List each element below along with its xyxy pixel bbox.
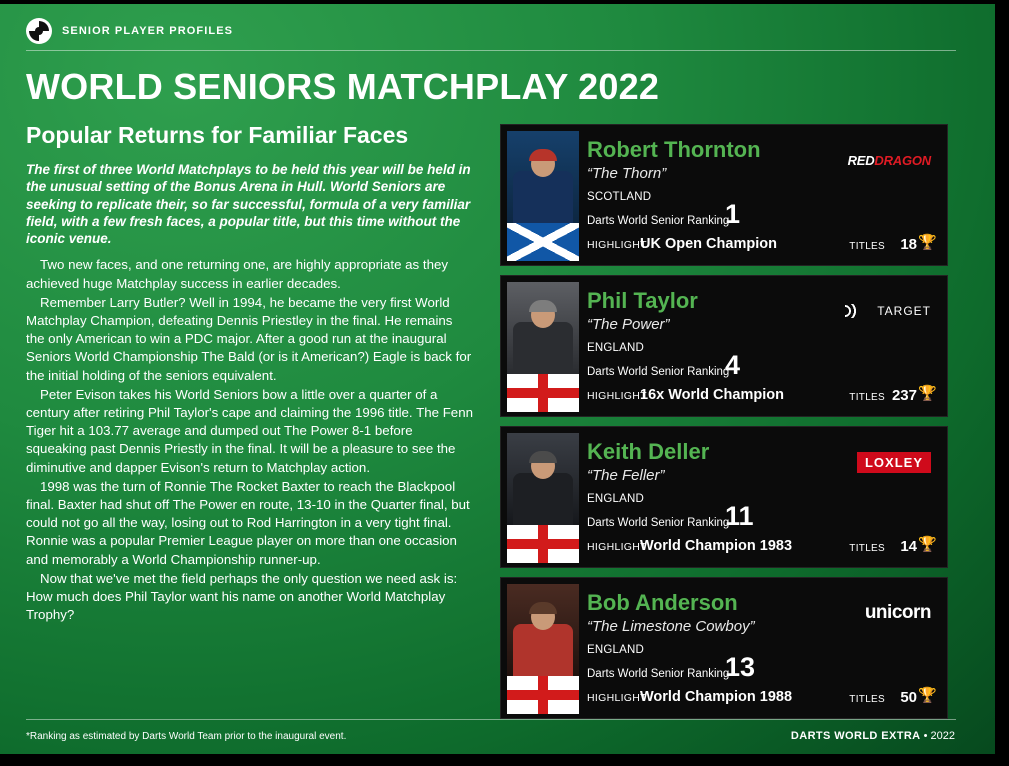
titles-label: TITLES (849, 694, 885, 705)
sponsor-logo-red-dragon: REDDRAGON (847, 152, 931, 168)
player-nickname: “The Limestone Cowboy” (587, 618, 755, 635)
header-divider (26, 50, 956, 51)
player-card[interactable] (500, 577, 948, 719)
ranking-value: 11 (725, 501, 754, 531)
article-paragraph: Peter Evison takes his World Seniors bow a little over a quarter of a century after retiring Phil Taylor's cape and claiming the 1996 title. The Fenn Tiger hit a 103.77 average and dumped out The Power 8-1 before squeaking past Dennis Priestly in the final. It will be a pleasure to see the diminutive and dapper Evison's return to Matchplay action. (26, 386, 473, 475)
sponsor-logo-unicorn (865, 600, 931, 626)
article-column (26, 122, 474, 625)
article-standfirst: The first of three World Matchplays to be held this year will be held in the unusual setting of the Bonus Arena in Hull. World Seniors are seeking to replicate their, so far successful, formula of a very familiar field, with a few fresh faces, a popular title, but this time without the iconic venue. (26, 162, 471, 247)
sponsor-name: unicorn (864, 602, 931, 623)
titles-value: 18 (900, 236, 917, 253)
footer-separator: • (923, 730, 928, 742)
england-flag (507, 374, 579, 412)
scotland-flag (507, 223, 579, 261)
sponsor-name: TARGET (877, 304, 931, 318)
highlight-label: HIGHLIGHT (587, 239, 647, 251)
dartboard-icon (26, 18, 52, 44)
player-portrait (507, 131, 579, 223)
article-paragraph: Now that we've met the field perhaps the only question we need ask is: How much does Phil Taylor want his name on another World Matchplay Trophy? (26, 570, 458, 623)
player-name: Phil Taylor (587, 288, 698, 313)
player-photo (507, 584, 579, 714)
sponsor-name: LOXLEY (857, 452, 931, 473)
player-name: Keith Deller (587, 439, 710, 464)
player-nickname: “The Power” (587, 316, 670, 333)
ranking-label: Darts World Senior Ranking (587, 517, 730, 529)
player-card[interactable] (500, 426, 948, 568)
masthead (26, 18, 956, 44)
highlight-value: UK Open Champion (640, 236, 777, 252)
highlight-value: World Champion 1988 (640, 689, 793, 705)
highlight-label: HIGHLIGHT (587, 390, 647, 402)
target-mark-icon (845, 304, 871, 318)
titles-value: 50 (900, 689, 917, 706)
highlight-label: HIGHLIGHT (587, 541, 647, 553)
player-card[interactable] (500, 275, 948, 417)
player-portrait (507, 433, 579, 525)
right-edge-bar (995, 0, 1009, 766)
footer-year: 2022 (930, 730, 955, 742)
highlight-value: 16x World Champion (640, 387, 784, 403)
titles-value: 237 (891, 387, 917, 404)
article-paragraph: Remember Larry Butler? Well in 1994, he became the very first World Matchplay Champion, defeating Dennis Priestley in the final. He remains the only American to win a PDC major. After a good run at the inaugural Seniors World Championship The Bald (or is it American?) Eagle is back for the initial holding of the seniors equivalent. (26, 294, 472, 383)
ranking-value: 13 (725, 652, 756, 682)
footnote: *Ranking as estimated by Darts World Team prior to the inaugural event. (26, 731, 347, 742)
ranking-label: Darts World Senior Ranking (587, 668, 730, 680)
footer-publication (791, 730, 955, 742)
titles-value: 14 (900, 538, 917, 555)
player-cards (500, 124, 950, 728)
trophy-icon: 🏆 (918, 687, 937, 704)
player-country: ENGLAND (587, 644, 644, 656)
article-paragraph: 1998 was the turn of Ronnie The Rocket Baxter to reach the Blackpool final. Baxter had shut off The Power en route, 13-10 in the Quarter final, but could not go all the way, losing out to Rod Harrington in a very tight final. Ronnie was a popular Premier League player on more than one occasion and memorably a World Championship runner-up. (26, 478, 470, 567)
ranking-label: Darts World Senior Ranking (587, 366, 730, 378)
player-name: Bob Anderson (587, 590, 738, 615)
trophy-icon: 🏆 (918, 234, 937, 251)
player-country: ENGLAND (587, 493, 644, 505)
ranking-value: 4 (725, 350, 741, 380)
player-nickname: “The Thorn” (587, 165, 667, 182)
article-subhead: Popular Returns for Familiar Faces (26, 122, 409, 148)
trophy-icon: 🏆 (918, 536, 937, 553)
highlight-label: HIGHLIGHT (587, 692, 647, 704)
player-nickname: “The Feller” (587, 467, 665, 484)
page-title: WORLD SENIORS MATCHPLAY 2022 (26, 66, 660, 107)
player-card[interactable] (500, 124, 948, 266)
player-country: ENGLAND (587, 342, 644, 354)
player-country: SCOTLAND (587, 191, 652, 203)
bottom-edge-bar (0, 754, 1009, 766)
trophy-icon: 🏆 (918, 385, 937, 402)
player-photo (507, 433, 579, 563)
england-flag (507, 525, 579, 563)
titles-label: TITLES (849, 392, 885, 403)
player-portrait (507, 282, 579, 374)
sponsor-logo-loxley (857, 449, 931, 475)
ranking-label: Darts World Senior Ranking (587, 215, 730, 227)
player-name: Robert Thornton (587, 137, 761, 162)
footer-divider (26, 719, 956, 720)
titles-label: TITLES (849, 543, 885, 554)
highlight-value: World Champion 1983 (640, 538, 793, 554)
player-portrait (507, 584, 579, 676)
player-photo (507, 282, 579, 412)
player-photo (507, 131, 579, 261)
sponsor-logo-target (845, 298, 931, 324)
masthead-title: SENIOR PLAYER PROFILES (62, 25, 234, 37)
ranking-value: 1 (725, 199, 741, 229)
england-flag (507, 676, 579, 714)
top-edge-bar (0, 0, 1009, 4)
article-paragraph: Two new faces, and one returning one, are highly appropriate as they achieved huge Matchplay success in earlier decades. (26, 257, 449, 291)
titles-label: TITLES (849, 241, 885, 252)
publication-name: DARTS WORLD EXTRA (790, 730, 921, 742)
